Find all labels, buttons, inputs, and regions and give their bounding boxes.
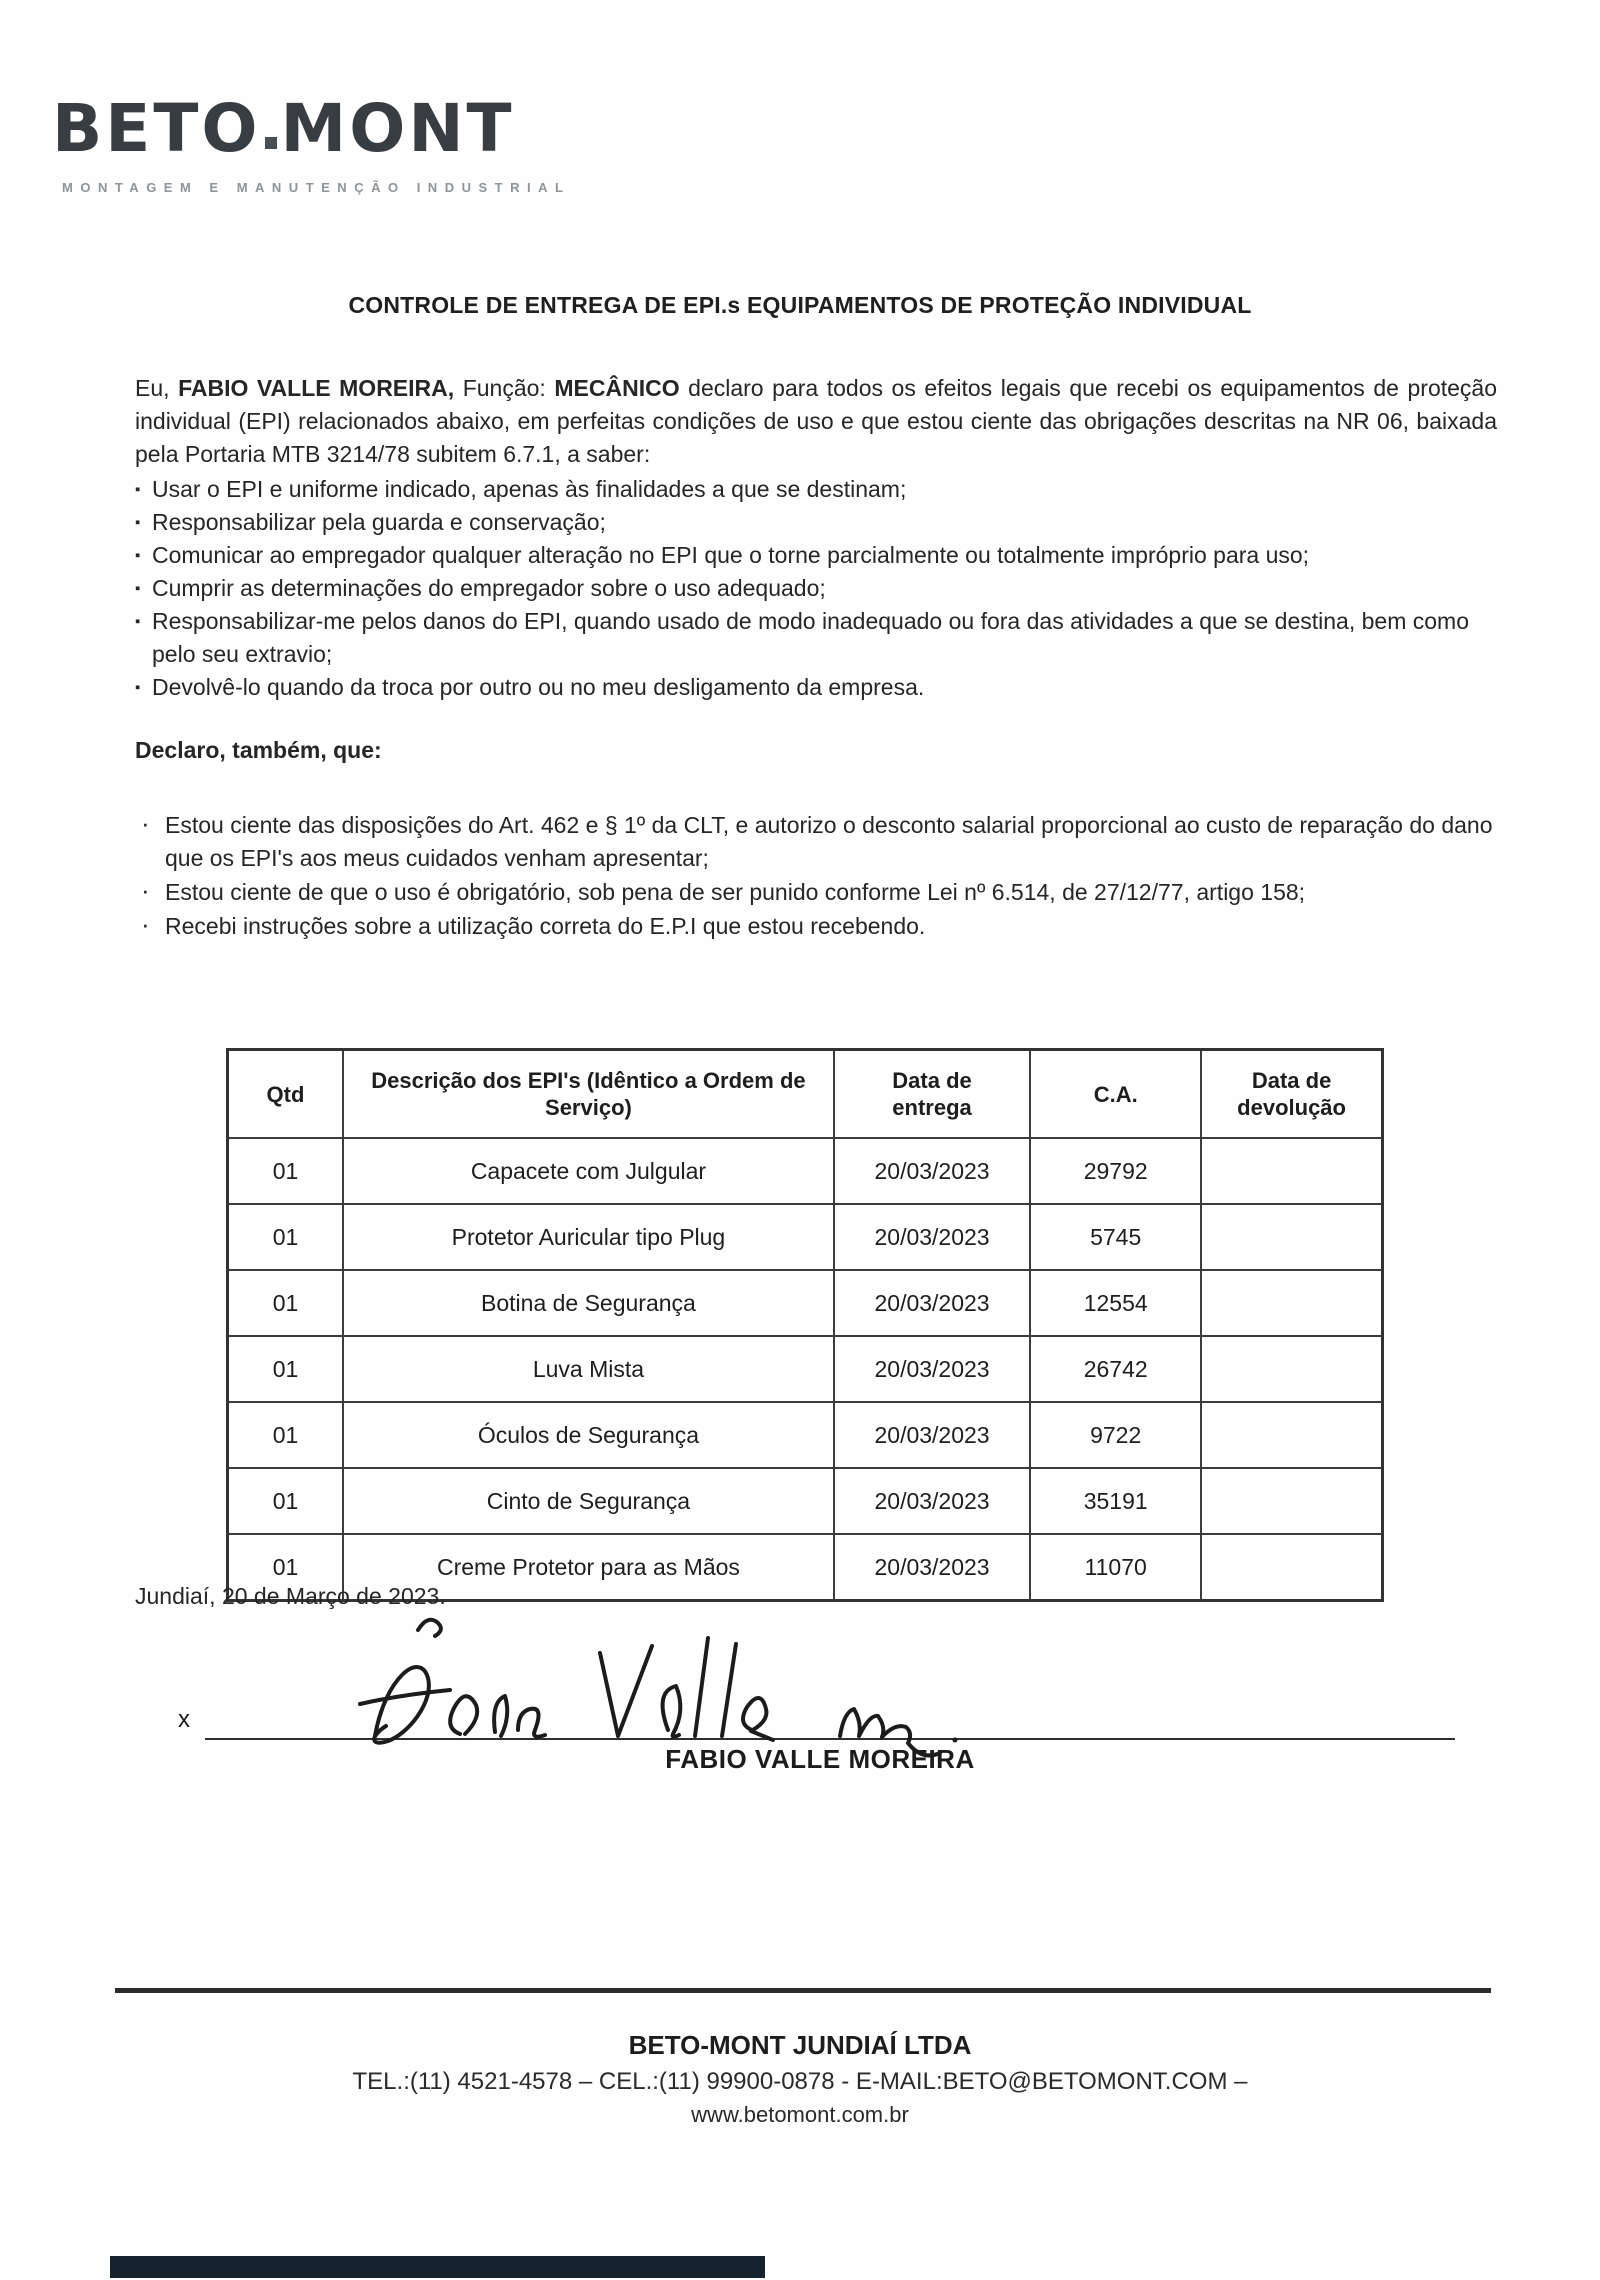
table-header-row: [228, 1050, 1383, 1139]
cell-data-devolucao: [1201, 1336, 1382, 1402]
cell-ca: 35191: [1030, 1468, 1201, 1534]
cell-data-entrega: 20/03/2023: [834, 1138, 1030, 1204]
employee-name: FABIO VALLE MOREIRA,: [178, 375, 455, 401]
intro-text: Função:: [454, 375, 555, 401]
square-bullet-icon: ▪: [135, 679, 141, 696]
cell-qtd: 01: [228, 1204, 344, 1270]
obligation-item: [135, 572, 1497, 605]
signature-x-marker: x: [178, 1706, 190, 1733]
cell-data-devolucao: [1201, 1138, 1382, 1204]
city-date-line: Jundiaí, 20 de Março de 2023.: [135, 1583, 446, 1609]
cell-data-devolucao: [1201, 1468, 1382, 1534]
intro-paragraph: [135, 372, 1497, 471]
cell-descricao: Botina de Segurança: [343, 1270, 834, 1336]
cell-data-entrega: 20/03/2023: [834, 1402, 1030, 1468]
square-bullet-icon: ▪: [135, 613, 141, 630]
declaration-item: [135, 876, 1497, 909]
table-row: [228, 1270, 1383, 1336]
col-header-data-devolucao: [1201, 1050, 1382, 1139]
table-row: [228, 1468, 1383, 1534]
logo-text-right: MONT: [280, 90, 515, 167]
obligation-item: [135, 671, 1497, 704]
footer-contact-line: TEL.:(11) 4521-4578 – CEL.:(11) 99900-0878 - E-MAIL:BETO@BETOMONT.COM –: [352, 2068, 1248, 2095]
dot-bullet-icon: ·: [141, 808, 150, 838]
printed-signature-name: FABIO VALLE MOREIRA: [665, 1744, 975, 1774]
col-header-ca: C.A.: [1030, 1050, 1201, 1139]
col-header-text: Data de devolução: [1237, 1068, 1346, 1120]
declaration-item: [135, 809, 1497, 875]
document-body: [135, 372, 1497, 944]
square-bullet-icon: ▪: [135, 514, 141, 531]
square-bullet-icon: ▪: [135, 580, 141, 597]
logo-text-left: BETO: [52, 90, 261, 167]
cell-ca: 5745: [1030, 1204, 1201, 1270]
scan-artifact-bar: [110, 2256, 765, 2278]
cell-data-entrega: 20/03/2023: [834, 1534, 1030, 1601]
table-row: [228, 1402, 1383, 1468]
cell-descricao: Capacete com Julgular: [343, 1138, 834, 1204]
cell-data-devolucao: [1201, 1270, 1382, 1336]
cell-ca: 26742: [1030, 1336, 1201, 1402]
footer-divider: [115, 1988, 1491, 1993]
document-title: CONTROLE DE ENTREGA DE EPI.s EQUIPAMENTOS DE PROTEÇÃO INDIVIDUAL: [348, 292, 1252, 318]
dot-bullet-icon: ·: [141, 909, 150, 939]
footer-website: www.betomont.com.br: [691, 2102, 909, 2127]
employee-role: MECÂNICO: [554, 375, 680, 401]
square-bullet-icon: ▪: [135, 481, 141, 498]
company-logo: [52, 90, 571, 195]
epi-table: [226, 1048, 1384, 1602]
intro-text: declaro para todos os efeitos legais que recebi os equipamentos de proteção individual (EPI) relacionados abaixo, em perfeitas condições de uso e que estou ciente das obrigações descritas na NR 06, baixada pela Portaria MTB 3214/78 subitem 6.7.1, a saber:: [135, 375, 1497, 467]
obligation-item: [135, 473, 1497, 506]
obligation-item: [135, 605, 1497, 671]
cell-ca: 9722: [1030, 1402, 1201, 1468]
cell-qtd: 01: [228, 1402, 344, 1468]
obligation-text: Usar o EPI e uniforme indicado, apenas às finalidades a que se destinam;: [152, 476, 907, 502]
square-bullet-icon: ▪: [135, 547, 141, 564]
obligations-list: [135, 473, 1497, 704]
cell-data-entrega: 20/03/2023: [834, 1270, 1030, 1336]
col-header-data-entrega: [834, 1050, 1030, 1139]
obligation-text: Responsabilizar pela guarda e conservação;: [152, 509, 606, 535]
declaration-text: Recebi instruções sobre a utilização correta do E.P.I que estou recebendo.: [165, 913, 926, 939]
footer-company-name: BETO-MONT JUNDIAÍ LTDA: [628, 2030, 972, 2060]
obligation-text: Comunicar ao empregador qualquer alteração no EPI que o torne parcialmente ou totalmente impróprio para uso;: [152, 542, 1310, 568]
declaration-text: Estou ciente das disposições do Art. 462 e § 1º da CLT, e autorizo o desconto salarial proporcional ao custo de reparação do dano que os EPI's aos meus cuidados venham apresentar;: [165, 812, 1493, 871]
cell-qtd: 01: [228, 1468, 344, 1534]
cell-data-entrega: 20/03/2023: [834, 1336, 1030, 1402]
declaration-text: Estou ciente de que o uso é obrigatório, sob pena de ser punido conforme Lei nº 6.514, de 27/12/77, artigo 158;: [165, 879, 1306, 905]
dot-bullet-icon: ·: [141, 875, 150, 905]
obligation-text: Cumprir as determinações do empregador sobre o uso adequado;: [152, 575, 826, 601]
cell-ca: 12554: [1030, 1270, 1201, 1336]
cell-qtd: 01: [228, 1336, 344, 1402]
cell-descricao: Creme Protetor para as Mãos: [343, 1534, 834, 1601]
cell-descricao: Cinto de Segurança: [343, 1468, 834, 1534]
declaration-item: [135, 910, 1497, 943]
cell-data-devolucao: [1201, 1534, 1382, 1601]
col-header-qtd: Qtd: [228, 1050, 344, 1139]
obligation-text: Devolvê-lo quando da troca por outro ou no meu desligamento da empresa.: [152, 674, 925, 700]
cell-ca: 29792: [1030, 1138, 1201, 1204]
cell-descricao: Protetor Auricular tipo Plug: [343, 1204, 834, 1270]
intro-text: Eu,: [135, 375, 179, 401]
col-header-descricao: Descrição dos EPI's (Idêntico a Ordem de Serviço): [343, 1050, 834, 1139]
declarations-list: [135, 809, 1497, 943]
cell-descricao: Óculos de Segurança: [343, 1402, 834, 1468]
cell-data-entrega: 20/03/2023: [834, 1204, 1030, 1270]
cell-qtd: 01: [228, 1534, 344, 1601]
logo-dot-icon: [265, 137, 277, 149]
obligation-item: [135, 506, 1497, 539]
cell-data-devolucao: [1201, 1204, 1382, 1270]
logo-wordmark: [52, 90, 570, 167]
cell-data-devolucao: [1201, 1402, 1382, 1468]
cell-data-entrega: 20/03/2023: [834, 1468, 1030, 1534]
logo-tagline: MONTAGEM E MANUTENÇÃO INDUSTRIAL: [62, 180, 571, 195]
table-row: [228, 1336, 1383, 1402]
obligation-item: [135, 539, 1497, 572]
col-header-text: Data de entrega: [892, 1068, 972, 1120]
cell-qtd: 01: [228, 1270, 344, 1336]
table-row: [228, 1204, 1383, 1270]
declaro-heading: Declaro, também, que:: [135, 737, 382, 763]
cell-qtd: 01: [228, 1138, 344, 1204]
obligation-text: Responsabilizar-me pelos danos do EPI, quando usado de modo inadequado ou fora das atividades a que se destina, bem como pelo seu extravio;: [152, 608, 1469, 667]
table-row: [228, 1138, 1383, 1204]
cell-descricao: Luva Mista: [343, 1336, 834, 1402]
cell-ca: 11070: [1030, 1534, 1201, 1601]
